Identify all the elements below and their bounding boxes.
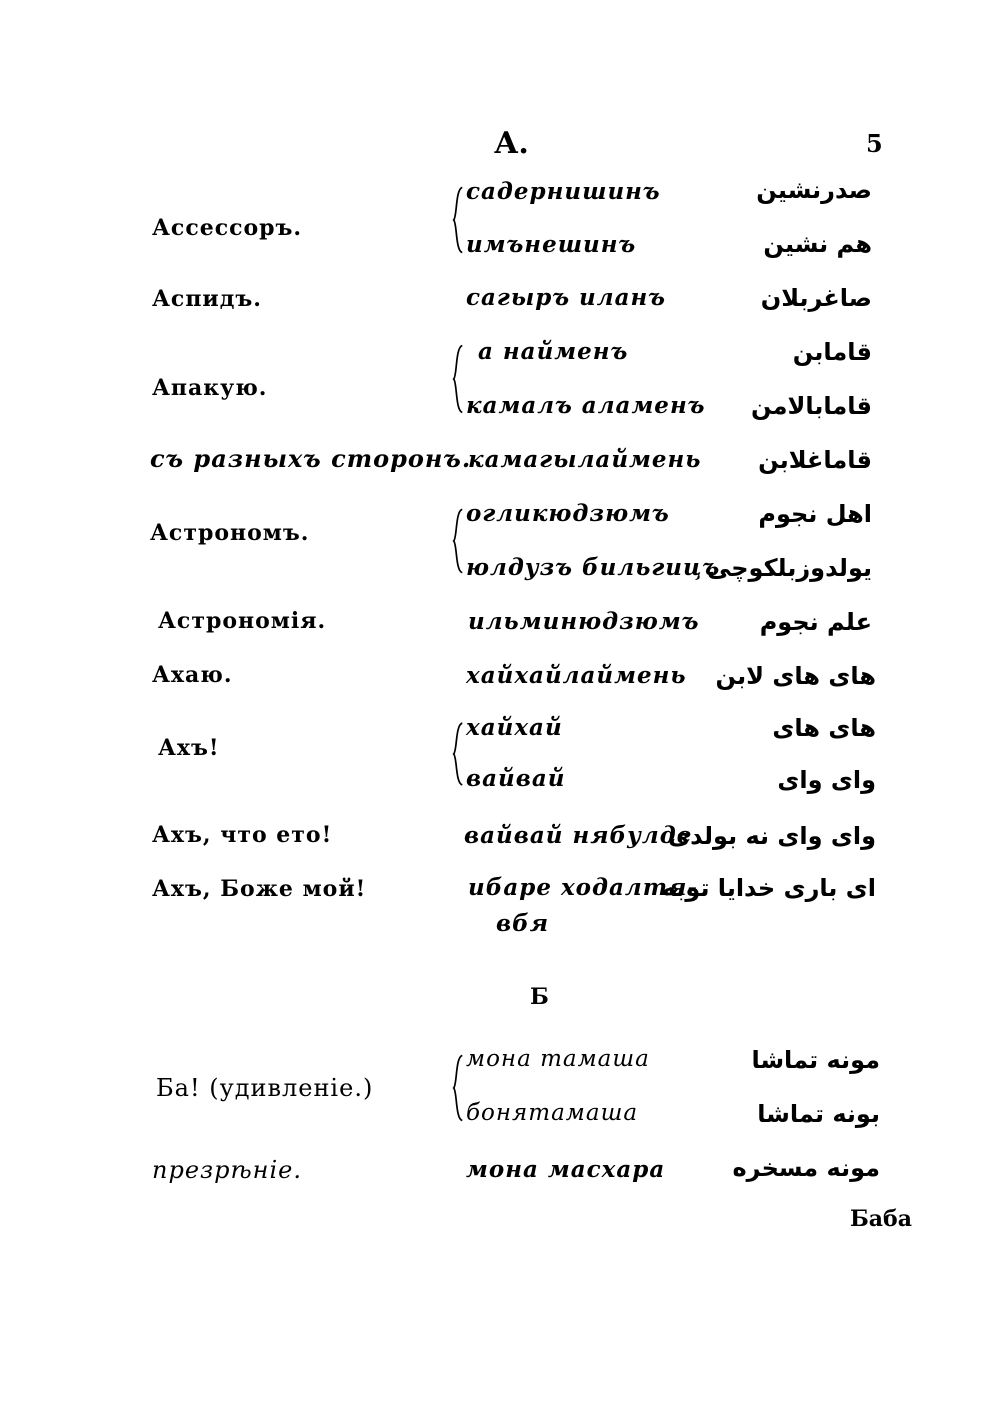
entry-tr-1: ибаре ходалтя- bbox=[468, 874, 698, 901]
entry-ar: علم نجوم bbox=[759, 608, 872, 636]
entry-ar-2: واى واى bbox=[777, 766, 876, 794]
entry-ru-astronom: Астрономъ. bbox=[150, 520, 310, 546]
entry-ar: واى واى نه بولدى bbox=[668, 822, 876, 850]
page-number: 5 bbox=[866, 129, 883, 158]
entry-ru-prezrenie: презрѣніе. bbox=[152, 1156, 302, 1184]
entry-tr-1: а найменъ bbox=[478, 338, 629, 365]
entry-ar: مونه مسخره bbox=[732, 1154, 880, 1182]
section-letter-b: Б bbox=[530, 984, 550, 1010]
entry-tr: камагылаймень bbox=[468, 446, 702, 473]
entry-ar: اى بارى خدايا توبه bbox=[661, 874, 876, 902]
entry-ru-ba: Ба! (удивленіе.) bbox=[156, 1074, 374, 1102]
entry-tr-2: имънешинъ bbox=[466, 231, 637, 258]
brace-icon bbox=[452, 1048, 464, 1128]
entry-tr: хайхайлаймень bbox=[466, 662, 687, 689]
section-letter-a: А. bbox=[494, 126, 529, 161]
entry-tr-1: мона тамаша bbox=[466, 1046, 650, 1072]
entry-ar-2: يولدوزبلكوچى bbox=[706, 554, 872, 582]
entry-tr-2: юлдузъ бильгицъ bbox=[466, 554, 721, 581]
entry-ar-2: قامابالامن bbox=[751, 392, 872, 420]
entry-ru-astronomiya: Астрономія. bbox=[158, 608, 327, 634]
entry-ar-2: بونه تماشا bbox=[757, 1100, 880, 1128]
entry-ru-from-different-sides: съ разныхъ сторонъ. bbox=[150, 444, 472, 473]
brace-icon bbox=[452, 180, 464, 260]
entry-ar-1: هاى هاى bbox=[772, 714, 876, 742]
entry-ru-apakuyu: Апакую. bbox=[152, 375, 268, 401]
entry-ar: صاغربلان bbox=[760, 284, 872, 312]
entry-ar-1: قامابن bbox=[792, 338, 872, 366]
entry-ar-1: صدرنشین bbox=[756, 176, 872, 204]
entry-tr: вайвай нябулде bbox=[464, 822, 693, 849]
entry-tr-1: огликюдзюмъ bbox=[466, 500, 670, 527]
entry-tr: сагыръ иланъ bbox=[466, 284, 667, 311]
entry-ru-aspid: Аспидъ. bbox=[152, 286, 262, 312]
entry-ru-akh: Ахъ! bbox=[158, 735, 220, 761]
entry-ru-assessor: Ассессоръ. bbox=[152, 215, 303, 241]
entry-tr: мона масхара bbox=[466, 1156, 666, 1183]
entry-ar-1: اهل نجوم bbox=[758, 500, 872, 528]
entry-tr: ильминюдзюмъ bbox=[468, 608, 700, 635]
entry-tr-2: вбя bbox=[496, 910, 550, 937]
entry-ru-akh-bozhe-moi: Ахъ, Боже мой! bbox=[152, 876, 367, 902]
entry-tr-1: хайхай bbox=[466, 714, 563, 741]
entry-tr-2: камалъ аламенъ bbox=[466, 392, 706, 419]
brace-icon bbox=[452, 338, 464, 420]
brace-icon bbox=[452, 502, 464, 580]
entry-tr-1: садернишинъ bbox=[466, 178, 661, 205]
entry-ar: هاى هاى لابن bbox=[715, 662, 876, 690]
entry-ru-akh-chto-eto: Ахъ, что ето! bbox=[152, 822, 333, 848]
entry-tr-2: вайвай bbox=[466, 765, 566, 792]
brace-icon bbox=[452, 716, 464, 792]
entry-tr-2: бонятамаша bbox=[466, 1100, 639, 1126]
entry-ar-2: هم نشین bbox=[763, 230, 872, 258]
entry-ar: قاماغلابن bbox=[758, 446, 872, 474]
entry-ar-1: مونه تماشا bbox=[751, 1046, 880, 1074]
entry-ru-akhayu: Ахаю. bbox=[152, 662, 233, 688]
catchword: Баба bbox=[850, 1206, 912, 1232]
